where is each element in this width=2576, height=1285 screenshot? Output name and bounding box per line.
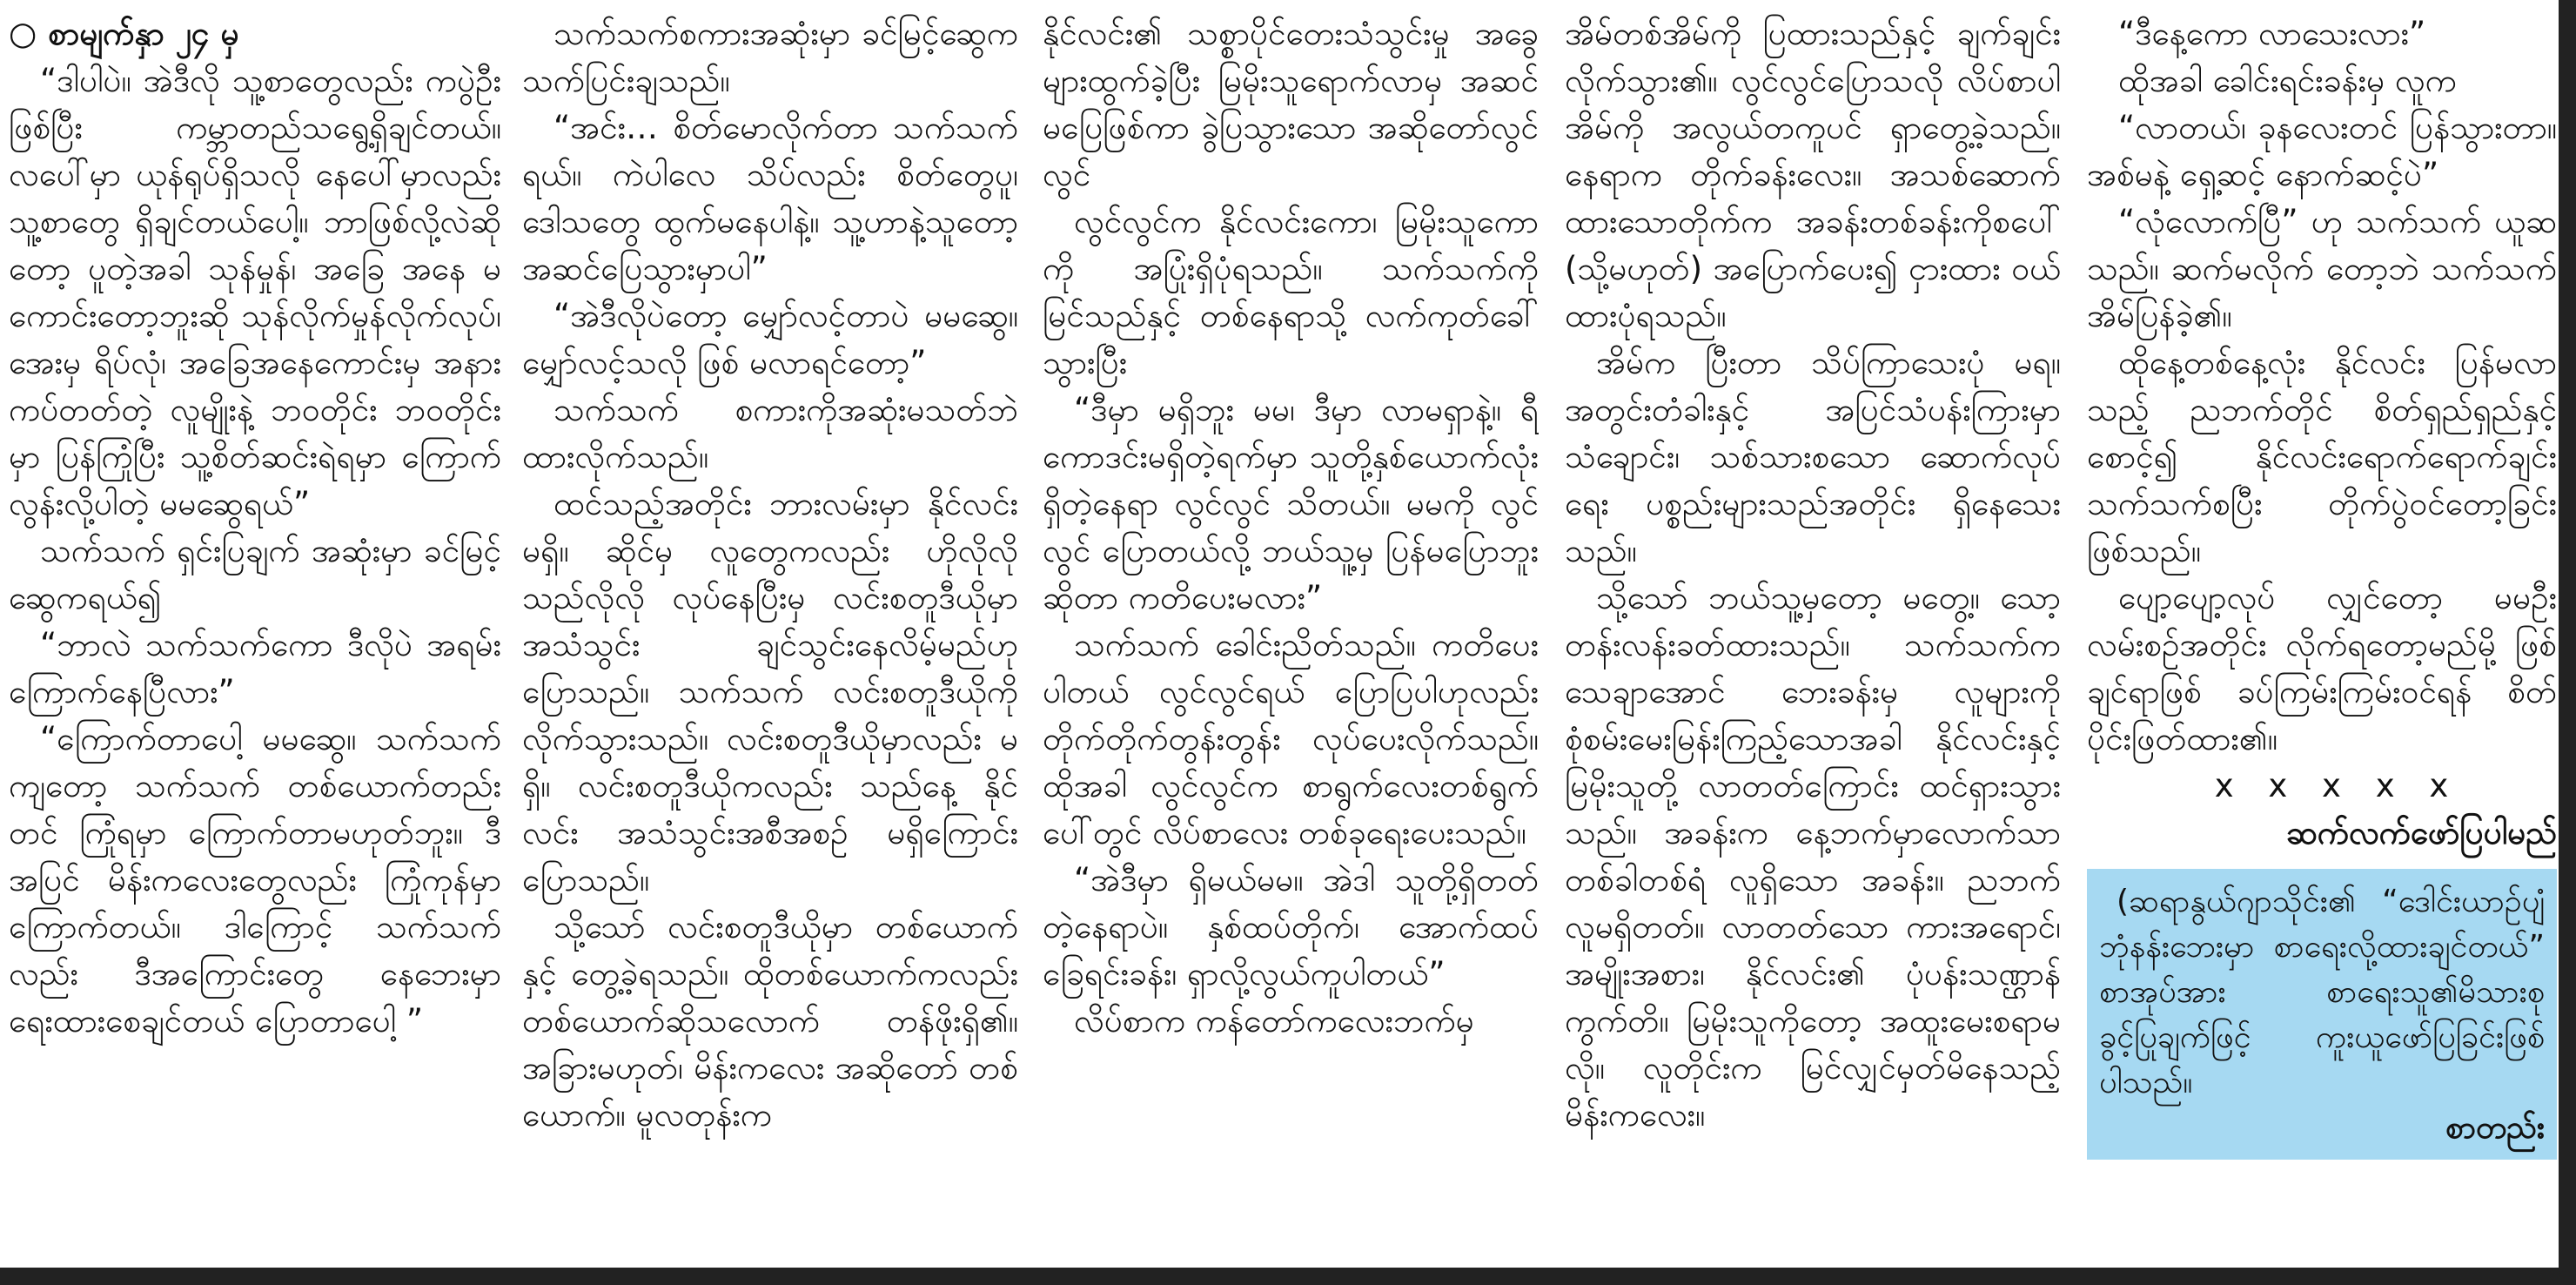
paragraph: “ကြောက်တာပေါ့ မမဆွေ။ သက်သက်ကျတော့ သက်သက် တစ်ယောက်တည်းတင် ကြုံရမှာ ကြောက်တာမဟုတ်ဘူး။ ဒီအပြင် မိန်းကလေးတွေလည်း ကြုံကုန်မှာ ကြောက်တယ်။ ဒါကြောင့် သက်သက်လည်း ဒီအကြောင်းတွေ နေဘေးမှာ ရေးထားစေချင်တယ် ပြောတာပေါ့ ”	[9, 720, 501, 1039]
column-1	[9, 10, 501, 1257]
paragraph: “ဒီမှာ မရှိဘူး မမ၊ ဒီမှာ လာမရှာနဲ့။ ရီကောဒင်းမရှိတဲ့ရက်မှာ သူတို့နှစ်ယောက်လုံးရှိတဲ့နေရာ လွင်လွင် သိတယ်။ မမကို လွင်လွင် ပြောတယ်လို့ ဘယ်သူ့မှ ပြန်မပြောဘူးဆိုတာ ကတိပေးမလား”	[1043, 391, 1539, 616]
paragraph: သို့သော် ဘယ်သူ့မှတော့ မတွေ့။ သော့တန်းလန်းခတ်ထားသည်။ သက်သက်က သေချာအောင် ဘေးခန်းမှ လူများကို စုံစမ်းမေးမြန်းကြည့်သောအခါ နိုင်လင်းနှင့် မြမိုးသူတို့ လာတတ်ကြောင်း ထင်ရှားသွားသည်။ အခန်းက နေ့ဘက်မှာလောက်သာ တစ်ခါတစ်ရံ လူရှိသော အခန်း။ ညဘက် လူမရှိတတ်။ လာတတ်သော ကားအရောင်၊ အမျိုးအစား၊ နိုင်လင်း၏ ပုံပန်းသဏ္ဌာန်ကွက်တိ။ မြမိုးသူကိုတော့ အထူးမေးစရာမလို။ လူတိုင်းက မြင်လျှင်မှတ်မိနေသည့် မိန်းကလေး။	[1565, 579, 2061, 1134]
paragraph: “အဲဒီမှာ ရှိမယ်မမ။ အဲဒါ သူတို့ရှိတတ်တဲ့နေရာပဲ။ နှစ်ထပ်တိုက်၊ အောက်ထပ် ခြေရင်းခန်း၊ ရှာလို့လွယ်ကူပါတယ်”	[1043, 861, 1539, 992]
paragraph: ပျော့ပျော့လုပ် လျှင်တော့ မမဦးလမ်းစဉ်အတိုင်း လိုက်ရတော့မည်မို့ ဖြစ်ချင်ရာဖြစ် ခပ်ကြမ်းကြမ်းဝင်ရန် စိတ်ပိုင်းဖြတ်ထား၏။	[2087, 579, 2557, 757]
column-2	[522, 10, 1018, 1257]
paragraph: အိမ်တစ်အိမ်ကို ပြထားသည်နှင့် ချက်ချင်း လိုက်သွား၏။ လွင်လွင်ပြောသလို လိပ်စာပါ အိမ်ကို အလွယ်တကူပင် ရှာတွေ့ခဲ့သည်။ နေရာက တိုက်ခန်းလေး။ အသစ်ဆောက်ထားသောတိုက်က အခန်းတစ်ခန်းကိုစပေါ် (သို့မဟုတ်) အပြောက်ပေး၍ ငှားထား ဝယ်ထားပုံရသည်။	[1565, 15, 2061, 334]
paragraph: “ဘာလဲ သက်သက်ကော ဒီလိုပဲ အရမ်းကြောက်နေပြီလား”	[9, 626, 501, 710]
paragraph: ထိုနေ့တစ်နေ့လုံး နိုင်လင်း ပြန်မလာသည့် ညဘက်တိုင် စိတ်ရှည်ရှည်နှင့် စောင့်၍ နိုင်လင်းရောက်ရောက်ချင်း သက်သက်စပြီး တိုက်ပွဲဝင်တော့ခြင်း ဖြစ်သည်။	[2087, 344, 2557, 569]
source-note-box	[2087, 869, 2557, 1160]
paragraph: သက်သက် ရှင်းပြချက် အဆုံးမှာ ခင်မြင့်ဆွေကရယ်၍	[9, 532, 501, 616]
paragraph: လွင်လွင်က နိုင်လင်းကော၊ မြမိုးသူကောကို အပြုံးရှိပုံရသည်။ သက်သက်ကို မြင်သည်နှင့် တစ်နေရာသို့ လက်ကုတ်ခေါ်သွားပြီး	[1043, 203, 1539, 381]
paragraph: သက်သက် စကားကိုအဆုံးမသတ်ဘဲ ထားလိုက်သည်။	[522, 391, 1018, 475]
column-5	[2087, 10, 2557, 1257]
paragraph: လိပ်စာက ကန်တော်ကလေးဘက်မှ	[1074, 1002, 1474, 1039]
paragraph: “လုံလောက်ပြီ” ဟု သက်သက် ယူဆသည်။ ဆက်မလိုက် တော့ဘဲ သက်သက် အိမ်ပြန်ခဲ့၏။	[2087, 203, 2557, 334]
paragraph: “ဒီနေ့ကော လာသေးလား”	[2118, 15, 2426, 52]
paragraph: သက်သက် ခေါင်းညိတ်သည်။ ကတိပေးပါတယ် လွင်လွင်ရယ် ပြောပြပါဟုလည်း တိုက်တိုက်တွန်းတွန်း လုပ်ပေးလိုက်သည်။ ထိုအခါ လွင်လွင်က စာရွက်လေးတစ်ရွက်ပေါ်တွင် လိပ်စာလေး တစ်ခုရေးပေးသည်။	[1043, 626, 1539, 851]
paragraph: “အဲဒီလိုပဲတော့ မျှော်လင့်တာပဲ မမဆွေ။ မျှော်လင့်သလို ဖြစ် မလာရင်တော့”	[522, 297, 1018, 381]
paragraph: “လာတယ်၊ ခုနလေးတင် ပြန်သွားတာ။ အစ်မနဲ့ ရှေ့ဆင့် နောက်ဆင့်ပဲ”	[2087, 109, 2557, 193]
paragraph: အိမ်က ပြီးတာ သိပ်ကြာသေးပုံ မရ။ အတွင်းတံခါးနှင့် အပြင်သံပန်းကြားမှာ သံချောင်း၊ သစ်သားစသော ဆောက်လုပ်ရေး ပစ္စည်းများသည်အတိုင်း ရှိနေသေးသည်။	[1565, 344, 2061, 569]
paragraph: သက်သက်စကားအဆုံးမှာ ခင်မြင့်ဆွေက သက်ပြင်းချသည်။	[522, 15, 1018, 99]
section-divider: x x x x x	[2214, 767, 2461, 804]
source-note-text: (ဆရာနွယ်ဂျာသိုင်း၏ “ဒေါင်းယာဉ်ပျံ ဘုံနန်းဘေးမှာ စာရေးလို့ထားချင်တယ်” စာအုပ်အား စာရေးသူ၏မိသားစု ခွင့်ပြုချက်ဖြင့် ကူးယူဖော်ပြခြင်းဖြစ်ပါသည်။	[2099, 884, 2545, 1100]
paragraph: “ဒါပါပဲ။ အဲဒီလို သူ့စာတွေလည်း ကပွဲဦးဖြစ်ပြီး ကမ္ဘာတည်သရွေ့ရှိချင်တယ်။ လပေါ်မှာ ယုန်ရုပ်ရှိသလို နေပေါ်မှာလည်း သူ့စာတွေ ရှိချင်တယ်ပေါ့။ ဘာဖြစ်လို့လဲဆိုတော့ ပူတဲ့အခါ သုန်မှုန်၊ အခြေ အနေ မကောင်းတော့ဘူးဆို သုန်လိုက်မှုန်လိုက်လုပ်၊ အေးမှ ရိပ်လုံ၊ အခြေအနေကောင်းမှ အနားကပ်တတ်တဲ့ လူမျိုးနဲ့ ဘဝတိုင်း ဘဝတိုင်းမှာ ပြန်ကြုံပြီး သူ့စိတ်ဆင်းရဲရမှာ ကြောက်လွန်းလို့ပါတဲ့ မမဆွေရယ်”	[9, 62, 501, 522]
to-be-continued-label: ဆက်လက်ဖော်ပြပါမည်	[2285, 814, 2557, 851]
paragraph: သို့သော် လင်းစတူဒီယိုမှာ တစ်ယောက်နှင့် တွေ့ခဲ့ရသည်။ ထိုတစ်ယောက်ကလည်း တစ်ယောက်ဆိုသလောက် တန်ဖိုးရှိ၏။ အခြားမဟုတ်၊ မိန်းကလေး အဆိုတော် တစ်ယောက်။ မူလတုန်းက	[522, 908, 1018, 1134]
paragraph: “အင်း… စိတ်မောလိုက်တာ သက်သက်ရယ်။ ကဲပါလေ သိပ်လည်း စိတ်တွေပူ၊ ဒေါသတွေ ထွက်မနေပါနဲ့။ သူ့ဟာနဲ့သူတော့ အဆင်ပြေသွားမှာပါ”	[522, 109, 1018, 287]
column-3	[1043, 10, 1539, 1257]
page-continuation-heading: ○ စာမျက်နှာ ၂၄ မှ	[9, 15, 239, 52]
editor-signature: စာတည်း	[2445, 1110, 2545, 1146]
paragraph: ထိုအခါ ခေါင်းရင်းခန်းမှ လူက	[2118, 62, 2457, 99]
paragraph: ထင်သည့်အတိုင်း ဘားလမ်းမှာ နိုင်လင်းမရှိ။ ဆိုင်မှ လူတွေကလည်း ဟိုလိုလို သည်လိုလို လုပ်နေပြီးမှ လင်းစတူဒီယိုမှာ အသံသွင်း ချင်သွင်းနေလိမ့်မည်ဟု ပြောသည်။ သက်သက် လင်းစတူဒီယိုကို လိုက်သွားသည်။ လင်းစတူဒီယိုမှာလည်း မရှိ။ လင်းစတူဒီယိုကလည်း သည်နေ့ နိုင်လင်း အသံသွင်းအစီအစဉ် မရှိကြောင်းပြောသည်။	[522, 485, 1018, 898]
paragraph: နိုင်လင်း၏ သစ္စာပိုင်တေးသံသွင်းမှု အခွေများထွက်ခဲ့ပြီး မြမိုးသူရောက်လာမှ အဆင်မပြေဖြစ်ကာ ခွဲပြသွားသော အဆိုတော်လွင်လွင်	[1043, 15, 1539, 193]
column-4	[1565, 10, 2061, 1257]
